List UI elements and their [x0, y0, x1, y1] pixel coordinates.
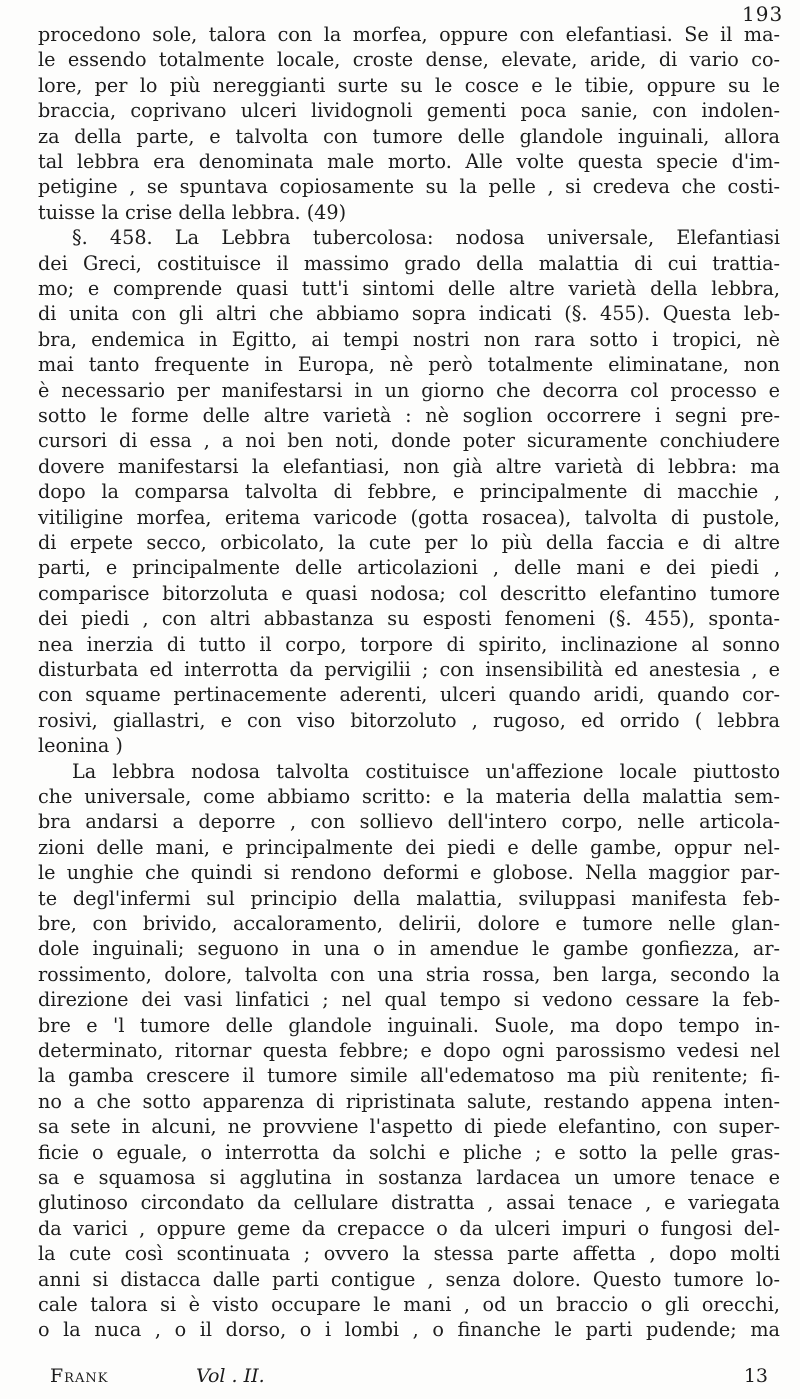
text-line: di unita con gli altri che abbiamo sopra indicati (§. 455). Questa leb- [38, 302, 780, 326]
text-line: dei Greci, costituisce il massimo grado della malattia di cui trattia- [38, 251, 780, 275]
text-line: La lebbra nodosa talvolta costituisce un'affezione locale piuttosto [72, 759, 780, 783]
text-line: rosivi, giallastri, e con viso bitorzoluto , rugoso, ed orrido ( lebbra [38, 708, 780, 732]
page-number: 193 [742, 2, 784, 26]
text-line: comparisce bitorzoluta e quasi nodosa; col descritto elefantino tumore [38, 581, 780, 605]
text-line: da varici , oppure geme da crepacce o da ulceri impuri o fungosi del- [38, 1216, 780, 1240]
text-line: dovere manifestarsi la elefantiasi, non già altre varietà di lebbra: ma [38, 454, 780, 478]
text-line: dei piedi , con altri abbastanza su esposti fenomeni (§. 455), sponta- [38, 607, 780, 631]
text-line: bre, con brivido, accaloramento, delirii, dolore e tumore nelle glan- [38, 912, 780, 935]
text-line: cale talora si è visto occupare le mani , od un braccio o gli orecchi, [38, 1293, 780, 1316]
text-line: rossimento, dolore, talvolta con una stria rossa, ben larga, secondo la [38, 962, 780, 986]
text-line: lore, per lo più nereggianti surte su le cosce e le tibie, oppure su le [38, 73, 780, 97]
text-line: petigine , se spuntava copiosamente su la pelle , si credeva che costi- [38, 175, 780, 199]
text-line: tuisse la crise della lebbra. (49) [38, 200, 347, 224]
text-line: sa sete in alcuni, ne provviene l'aspetto di piede elefantino, con super- [38, 1115, 780, 1139]
text-line: determinato, ritornar questa febbre; e dopo ogni parossismo vedesi nel [38, 1039, 780, 1062]
text-line: è necessario per manifestarsi in un giorno che decorra col processo e [38, 378, 780, 402]
text-line: direzione dei vasi linfatici ; nel qual tempo si vedono cessare la feb- [38, 988, 780, 1012]
text-line: procedono sole, talora con la morfea, oppure con elefantiasi. Se il ma- [38, 23, 780, 46]
text-line: §. 458. La Lebbra tubercolosa: nodosa universale, Elefantiasi [72, 226, 780, 250]
text-line: bra, endemica in Egitto, ai tempi nostri non rara sotto i tropici, nè [38, 327, 780, 351]
text-line: nea inerzia di tutto il corpo, torpore di spirito, inclinazione al sonno [38, 632, 780, 656]
page-footer [38, 1362, 768, 1390]
text-line: bre e 'l tumore delle glandole inguinali. Suole, ma dopo tempo in- [38, 1013, 780, 1037]
text-line: bra andarsi a deporre , con sollievo dell'intero corpo, nelle articola- [38, 810, 780, 834]
text-line: dopo la comparsa talvolta di febbre, e principalmente di macchie , [38, 480, 780, 504]
text-line: te degl'infermi sul principio della malattia, sviluppasi manifesta feb- [38, 886, 780, 910]
volume-label: Vol . II. [196, 1365, 265, 1387]
text-line: dole inguinali; seguono in una o in amendue le gambe gonfiezza, ar- [38, 937, 780, 961]
text-line: la gamba crescere il tumore simile all'edematoso ma più renitente; fi- [38, 1064, 780, 1088]
text-line: le essendo totalmente locale, croste dense, elevate, aride, di vario co- [38, 48, 780, 72]
text-line: leonina ) [38, 734, 123, 758]
text-line: parti, e principalmente delle articolazioni , delle mani e dei piedi , [38, 556, 780, 580]
text-line: di erpete secco, orbicolato, la cute per lo più della faccia e di altre [38, 531, 780, 554]
text-line: ficie o eguale, o interrotta da solchi e pliche ; e sotto la pelle gras- [38, 1140, 780, 1164]
text-line: sa e squamosa si agglutina in sostanza lardacea un umore tenace e [38, 1166, 780, 1189]
printer-signature: Frank [50, 1365, 109, 1387]
text-line: con squame pertinacemente aderenti, ulceri quando aridi, quando cor- [38, 683, 780, 707]
sheet-number: 13 [743, 1365, 768, 1387]
text-line: anni si distacca dalle parti contigue , senza dolore. Questo tumore lo- [38, 1267, 780, 1291]
text-line: tal lebbra era denominata male morto. Alle volte questa specie d'im- [38, 150, 780, 173]
text-line: no a che sotto apparenza di ripristinata salute, restando appena inten- [38, 1089, 780, 1113]
text-line: vitiligine morfea, eritema varicode (gotta rosacea), talvolta di pustole, [38, 505, 780, 529]
text-line: zioni delle mani, e principalmente dei piedi e delle gambe, oppur nel- [38, 835, 780, 859]
text-line: mo; e comprende quasi tutt'i sintomi delle altre varietà della lebbra, [38, 277, 780, 300]
text-line: la cute così scontinuata ; ovvero la stessa parte affetta , dopo molti [38, 1242, 780, 1266]
text-line: disturbata ed interrotta da pervigilii ; con insensibilità ed anestesia , e [38, 658, 780, 681]
text-line: glutinoso circondato da cellulare distratta , assai tenace , e variegata [38, 1191, 780, 1215]
text-line: za della parte, e talvolta con tumore delle glandole inguinali, allora [38, 124, 780, 148]
text-line: sotto le forme delle altre varietà : nè soglion occorrere i segni pre- [38, 404, 780, 427]
text-line: le unghie che quindi si rendono deformi e globose. Nella maggior par- [38, 861, 780, 885]
text-line: cursori di essa , a noi ben noti, donde poter sicuramente conchiudere [38, 429, 780, 453]
text-line: che universale, come abbiamo scritto: e la materia della malattia sem- [38, 785, 780, 808]
text-line: braccia, coprivano ulceri lividognoli gementi poca sanie, con indolen- [38, 99, 780, 123]
text-line: o la nuca , o il dorso, o i lombi , o finanche le parti pudende; ma [38, 1318, 780, 1342]
text-line: mai tanto frequente in Europa, nè però totalmente eliminatane, non [38, 353, 780, 377]
